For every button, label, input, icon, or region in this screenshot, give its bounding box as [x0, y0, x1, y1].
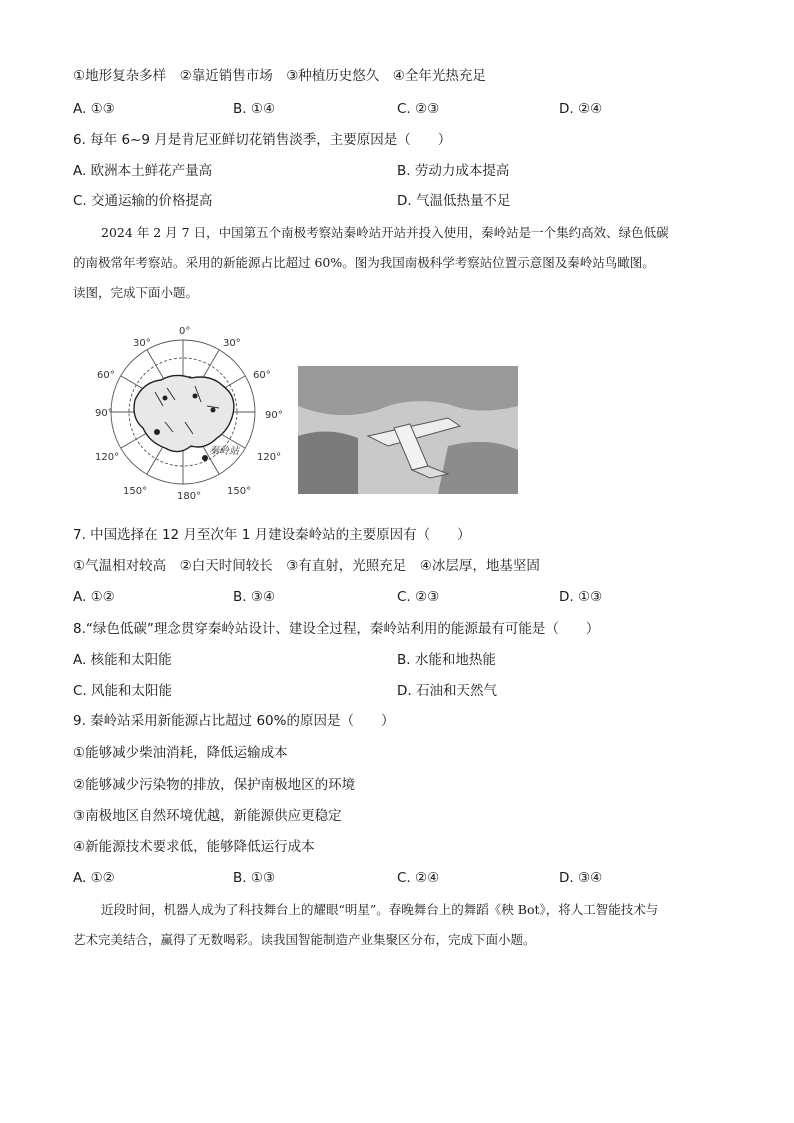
- q8-option-b: B. 水能和地热能: [397, 652, 496, 668]
- antarctic-station-map: [95, 322, 295, 500]
- lon-label-30l: 30°: [133, 338, 151, 349]
- passage-line: 近段时间，机器人成为了科技舞台上的耀眼“明星”。春晚舞台上的舞蹈《秧 Bot》，将人工智能技术与: [101, 902, 659, 917]
- photo-rocks: [438, 442, 518, 494]
- lon-label-120r: 120°: [257, 452, 282, 463]
- qinling-aerial-photo: [298, 366, 518, 494]
- q9-option-b: B. ①③: [233, 870, 276, 886]
- lon-label-90l: 90°: [95, 408, 113, 419]
- passage-line: 2024 年 2 月 7 日，中国第五个南极考察站秦岭站开站并投入使用，秦岭站是一个集约高效、绿色低碳: [101, 225, 669, 240]
- q8-option-d: D. 石油和天然气: [397, 683, 497, 699]
- q7-option-d: D. ①③: [559, 589, 603, 605]
- station-marker: [154, 429, 160, 435]
- q9-statement-2: ②能够减少污染物的排放，保护南极地区的环境: [73, 777, 356, 793]
- qinling-station-label: 秦岭站: [209, 446, 239, 457]
- q8-option-a: A. 核能和太阳能: [73, 652, 172, 668]
- q9-stem: 9. 秦岭站采用新能源占比超过 60%的原因是（ ）: [73, 713, 395, 729]
- lon-label-150l: 150°: [123, 486, 148, 497]
- lon-label-60r: 60°: [253, 370, 271, 381]
- station-marker: [193, 394, 198, 399]
- figure-group: [95, 322, 525, 500]
- q9-statement-3: ③南极地区自然环境优越，新能源供应更稳定: [73, 808, 342, 824]
- q7-option-a: A. ①②: [73, 589, 115, 605]
- passage-robots: [73, 895, 723, 955]
- q8-option-c: C. 风能和太阳能: [73, 683, 173, 699]
- q9-option-a: A. ①②: [73, 870, 115, 886]
- passage-qinling: [73, 218, 723, 308]
- station-marker: [211, 408, 216, 413]
- q8-stem: 8.“绿色低碳”理念贯穿秦岭站设计、建设全过程，秦岭站利用的能源最有可能是（ ）: [73, 621, 600, 637]
- q6-option-a: A. 欧洲本土鲜花产量高: [73, 163, 213, 179]
- q6-option-c: C. 交通运输的价格提高: [73, 193, 213, 209]
- q6-option-b: B. 劳动力成本提高: [397, 163, 510, 179]
- passage-line: 读图，完成下面小题。: [73, 285, 199, 300]
- q9-option-c: C. ②④: [397, 870, 440, 886]
- station-marker: [163, 396, 168, 401]
- passage-line: 艺术完美结合，赢得了无数喝彩。读我国智能制造产业集聚区分布，完成下面小题。: [73, 932, 536, 947]
- passage-line: 的南极常年考察站。采用的新能源占比超过 60%。图为我国南极科学考察站位置示意图及秦岭站鸟瞰图。: [73, 255, 655, 270]
- lon-label-90r: 90°: [265, 410, 283, 421]
- q7-stem: 7. 中国选择在 12 月至次年 1 月建设秦岭站的主要原因有（ ）: [73, 527, 471, 543]
- q9-option-d: D. ③④: [559, 870, 603, 886]
- q5-option-c: C. ②③: [397, 101, 440, 117]
- lon-label-30r: 30°: [223, 338, 241, 349]
- q6-stem: 6. 每年 6~9 月是肯尼亚鲜切花销售淡季，主要原因是（ ）: [73, 132, 452, 148]
- q9-statement-4: ④新能源技术要求低，能够降低运行成本: [73, 839, 315, 855]
- q7-option-c: C. ②③: [397, 589, 440, 605]
- lon-label-0: 0°: [179, 326, 191, 337]
- q5-option-a: A. ①③: [73, 101, 115, 117]
- qinling-station-marker: [202, 455, 208, 461]
- q7-statements: ①气温相对较高 ②白天时间较长 ③有直射，光照充足 ④冰层厚，地基坚固: [73, 558, 540, 574]
- lon-label-150r: 150°: [227, 486, 252, 497]
- q5-option-b: B. ①④: [233, 101, 276, 117]
- lon-label-60l: 60°: [97, 370, 115, 381]
- lon-label-120l: 120°: [95, 452, 120, 463]
- antarctica-outline: [134, 375, 234, 451]
- q9-statement-1: ①能够减少柴油消耗，降低运输成本: [73, 745, 288, 761]
- q5-option-d: D. ②④: [559, 101, 603, 117]
- q6-option-d: D. 气温低热量不足: [397, 193, 511, 209]
- q7-option-b: B. ③④: [233, 589, 276, 605]
- lon-label-180: 180°: [177, 491, 202, 500]
- photo-rocks: [298, 431, 358, 494]
- q5-statements: ①地形复杂多样 ②靠近销售市场 ③种植历史悠久 ④全年光热充足: [73, 68, 486, 84]
